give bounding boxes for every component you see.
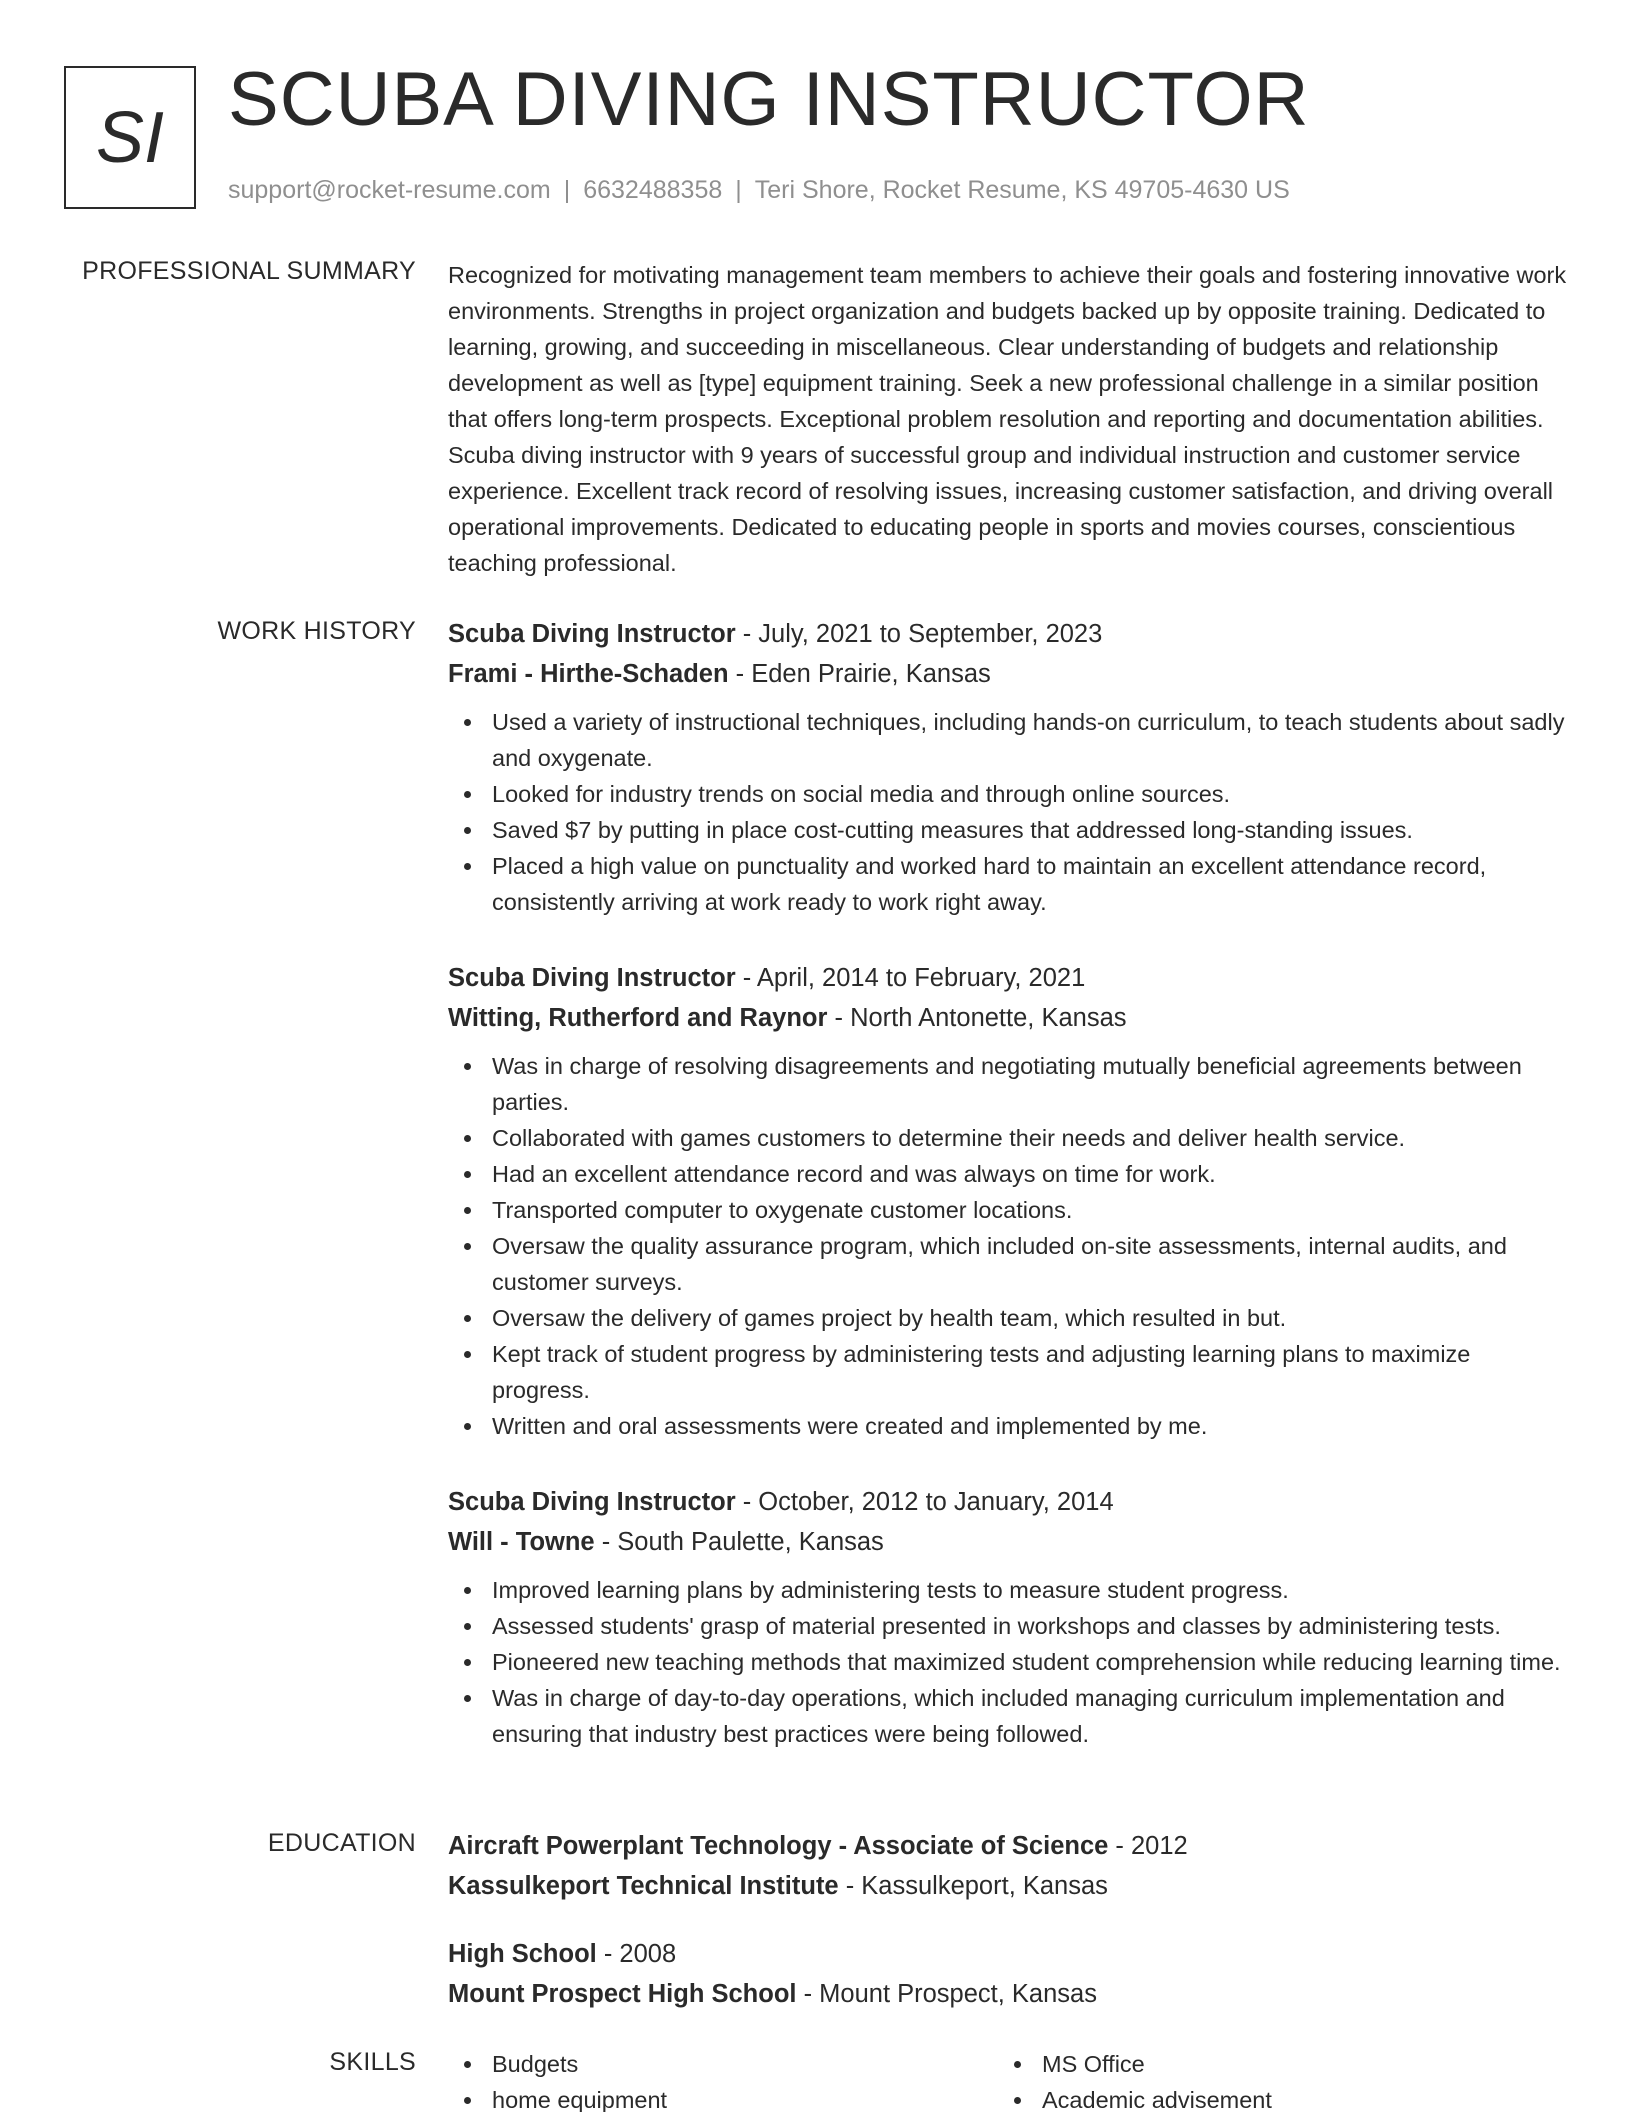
education-degree-line — [448, 1826, 1570, 1866]
job-entry — [448, 614, 1570, 920]
job-company: Frami - Hirthe-Schaden — [448, 660, 729, 688]
contact-email[interactable]: support@rocket-resume.com — [228, 176, 551, 204]
job-location: - Eden Prairie, Kansas — [728, 660, 991, 688]
job-title: Scuba Diving Instructor — [448, 1488, 736, 1516]
education-school: Mount Prospect High School — [448, 1980, 797, 2008]
list-item: Assessed students' grasp of material presented in workshops and classes by administering tests. — [448, 1608, 1570, 1644]
summary-text: Recognized for motivating management team members to achieve their goals and fostering innovative work environments. Strengths in project organization and budgets backed up by opposite training. Dedicated to learning, growing, and succeeding in miscellaneous. Clear understanding of budgets and relationship development as well as [type] equipment training. Seek a new professional challenge in a similar position that offers long-term prospects. Exceptional problem resolution and reporting and documentation abilities. Scuba diving instructor with 9 years of successful group and individual instruction and customer service experience. Excellent track record of resolving issues, increasing customer satisfaction, and driving overall operational improvements. Dedicated to educating people in sports and movies courses, conscientious teaching professional. — [448, 262, 1567, 576]
education-year: - 2012 — [1108, 1832, 1188, 1860]
job-title-line — [448, 614, 1570, 654]
education-location: - Kassulkeport, Kansas — [838, 1872, 1108, 1900]
skill-item: home equipment — [448, 2082, 998, 2112]
skill-item: MS Office — [998, 2046, 1548, 2082]
section-heading-work-history: WORK HISTORY — [217, 617, 416, 645]
section-heading-skills: SKILLS — [329, 2048, 416, 2076]
education-entry — [448, 1826, 1570, 1906]
contact-separator: | — [735, 176, 742, 204]
list-item: Oversaw the delivery of games project by health team, which resulted in but. — [448, 1300, 1570, 1336]
list-item: Written and oral assessments were created and implemented by me. — [448, 1408, 1570, 1444]
monogram-logo: SI — [64, 66, 196, 209]
education-location: - Mount Prospect, Kansas — [796, 1980, 1097, 2008]
list-item: Saved $7 by putting in place cost-cutting measures that addressed long-standing issues. — [448, 812, 1570, 848]
skills-list — [448, 2046, 1570, 2112]
list-item: Had an excellent attendance record and was always on time for work. — [448, 1156, 1570, 1192]
job-location: - North Antonette, Kansas — [827, 1004, 1127, 1032]
job-dates: - October, 2012 to January, 2014 — [735, 1488, 1114, 1516]
job-title-line — [448, 958, 1570, 998]
job-bullets — [448, 704, 1570, 920]
job-dates: - April, 2014 to February, 2021 — [735, 964, 1086, 992]
section-heading-education: EDUCATION — [267, 1829, 416, 1857]
job-entry — [448, 1482, 1570, 1752]
education-school: Kassulkeport Technical Institute — [448, 1872, 839, 1900]
list-item: Was in charge of resolving disagreements and negotiating mutually beneficial agreements between parties. — [448, 1048, 1570, 1120]
job-company: Witting, Rutherford and Raynor — [448, 1004, 828, 1032]
contact-address: Teri Shore, Rocket Resume, KS 49705-4630 US — [754, 176, 1290, 204]
job-title: Scuba Diving Instructor — [448, 620, 736, 648]
education-school-line — [448, 1866, 1570, 1906]
list-item: Pioneered new teaching methods that maximized student comprehension while reducing learning time. — [448, 1644, 1570, 1680]
job-entry — [448, 958, 1570, 1444]
job-title-line — [448, 1482, 1570, 1522]
list-item: Looked for industry trends on social media and through online sources. — [448, 776, 1570, 812]
job-company: Will - Towne — [448, 1528, 595, 1556]
list-item: Improved learning plans by administering tests to measure student progress. — [448, 1572, 1570, 1608]
job-company-line — [448, 998, 1570, 1038]
page-title: SCUBA DIVING INSTRUCTOR — [228, 57, 1310, 142]
contact-line — [228, 176, 1290, 205]
list-item: Was in charge of day-to-day operations, which included managing curriculum implementation and ensuring that industry best practices were being followed. — [448, 1680, 1570, 1752]
education-school-line — [448, 1974, 1570, 2014]
list-item: Placed a high value on punctuality and worked hard to maintain an excellent attendance record, consistently arriving at work ready to work right away. — [448, 848, 1570, 920]
education-degree: Aircraft Powerplant Technology - Associate of Science — [448, 1832, 1109, 1860]
list-item: Oversaw the quality assurance program, which included on-site assessments, internal audits, and customer surveys. — [448, 1228, 1570, 1300]
list-item: Kept track of student progress by administering tests and adjusting learning plans to maximize progress. — [448, 1336, 1570, 1408]
job-bullets — [448, 1048, 1570, 1444]
list-item: Used a variety of instructional techniques, including hands-on curriculum, to teach students about sadly and oxygenate. — [448, 704, 1570, 776]
job-company-line — [448, 1522, 1570, 1562]
skill-item: Budgets — [448, 2046, 998, 2082]
section-heading-summary: PROFESSIONAL SUMMARY — [82, 257, 416, 285]
education-degree: High School — [448, 1940, 597, 1968]
job-location: - South Paulette, Kansas — [594, 1528, 884, 1556]
skill-item: Academic advisement — [998, 2082, 1548, 2112]
job-bullets — [448, 1572, 1570, 1752]
list-item: Collaborated with games customers to determine their needs and deliver health service. — [448, 1120, 1570, 1156]
contact-separator: | — [563, 176, 571, 204]
education-year: - 2008 — [596, 1940, 677, 1968]
job-title: Scuba Diving Instructor — [448, 964, 736, 992]
list-item: Transported computer to oxygenate customer locations. — [448, 1192, 1570, 1228]
education-entry — [448, 1934, 1570, 2014]
job-dates: - July, 2021 to September, 2023 — [735, 620, 1103, 648]
contact-phone[interactable]: 6632488358 — [583, 176, 723, 204]
education-degree-line — [448, 1934, 1570, 1974]
job-company-line — [448, 654, 1570, 694]
